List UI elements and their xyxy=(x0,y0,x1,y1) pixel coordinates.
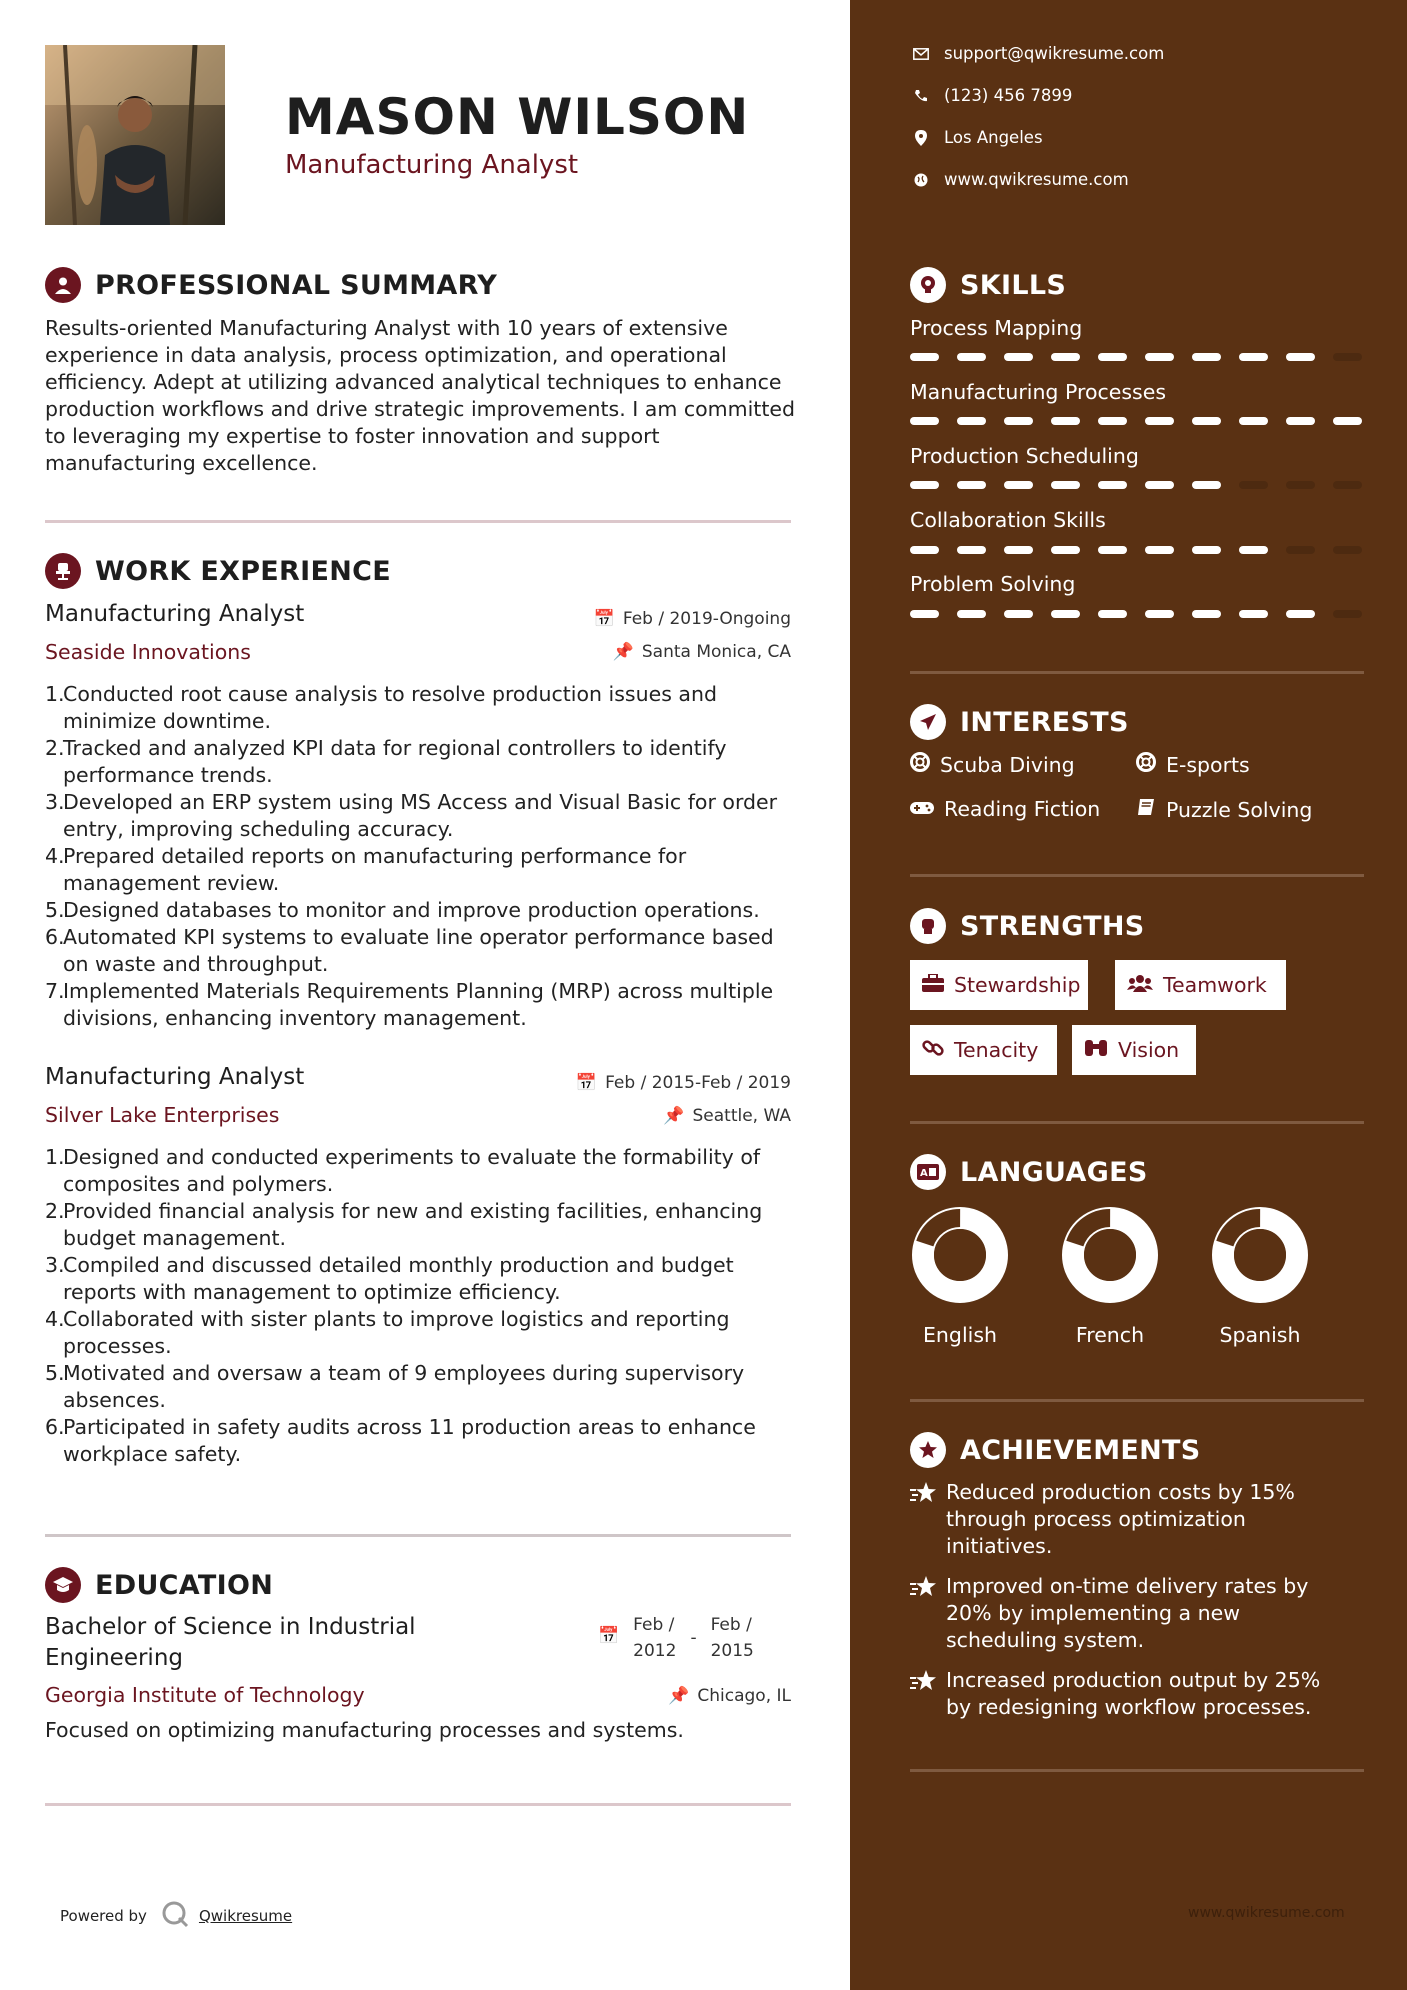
contact-location: Los Angeles xyxy=(910,128,1043,147)
languages-heading: LANGUAGES xyxy=(960,1156,1148,1188)
star-icon xyxy=(910,1481,946,1560)
skill-dash xyxy=(1098,481,1127,489)
skill-name: Manufacturing Processes xyxy=(910,380,1167,404)
calendar-icon: 📅 xyxy=(593,609,615,629)
skill-bar xyxy=(910,546,1366,556)
strength-badge: Stewardship xyxy=(910,960,1088,1010)
strengths-heading: STRENGTHS xyxy=(960,910,1145,942)
divider xyxy=(910,1769,1364,1772)
calendar-icon: 📅 xyxy=(575,1073,598,1093)
link-icon xyxy=(922,1037,944,1064)
job-title: Manufacturing Analyst xyxy=(45,601,305,627)
languages-header xyxy=(910,1154,1148,1190)
skills-heading: SKILLS xyxy=(960,269,1067,301)
skill-dash xyxy=(1192,610,1221,618)
interest-item: Reading Fiction xyxy=(910,797,1100,821)
skill-dash xyxy=(1333,610,1362,618)
qwikresume-logo-icon xyxy=(161,1900,189,1932)
strength-badge: Tenacity xyxy=(910,1025,1057,1075)
skill-name: Collaboration Skills xyxy=(910,508,1106,532)
interest-item: E-sports xyxy=(1136,752,1250,777)
job-company: Silver Lake Enterprises xyxy=(45,1103,280,1127)
skill-dash xyxy=(1239,610,1268,618)
divider xyxy=(910,1399,1364,1402)
paper-plane-icon xyxy=(910,704,946,740)
skill-dash xyxy=(1145,481,1174,489)
star-badge-icon xyxy=(910,1432,946,1468)
skills-header xyxy=(910,267,1066,303)
profile-photo xyxy=(45,45,225,225)
list-item: 4. Collaborated with sister plants to improve logistics and reporting processes. xyxy=(45,1307,730,1358)
strength-badge: Vision xyxy=(1072,1025,1196,1075)
skill-dash xyxy=(1051,546,1080,554)
lifebuoy-icon xyxy=(910,752,930,777)
skill-dash xyxy=(1145,610,1174,618)
list-item: 3. Compiled and discussed detailed monthly production and budget reports with management to optimize efficiency. xyxy=(45,1253,734,1304)
language-item: Spanish xyxy=(1185,1205,1335,1347)
interest-item: Scuba Diving xyxy=(910,752,1075,777)
calendar-icon: 📅 xyxy=(598,1626,620,1646)
skill-dash xyxy=(1004,546,1033,554)
summary-text: Results-oriented Manufacturing Analyst with 10 years of extensive experience in data analysis, process optimization, and operational efficiency. Adept at utilizing advanced analytical techniques to enhance production workflows and drive strategic improvements. I am committed to leveraging my expertise to foster innovation and support manufacturing excellence. xyxy=(45,316,795,475)
skill-dash xyxy=(1098,610,1127,618)
skill-dash xyxy=(1192,353,1221,361)
list-item: 2. Tracked and analyzed KPI data for regional controllers to identify performance trends. xyxy=(45,736,727,787)
contact-phone: (123) 456 7899 xyxy=(910,86,1072,105)
skill-dash xyxy=(1098,417,1127,425)
skill-bar xyxy=(910,610,1366,620)
gamepad-icon xyxy=(910,797,934,821)
star-icon xyxy=(910,1575,946,1654)
skill-dash xyxy=(1286,417,1315,425)
skill-dash xyxy=(910,610,939,618)
skill-dash xyxy=(1098,353,1127,361)
achievement-item: Reduced production costs by 15% through process optimization initiatives. xyxy=(910,1479,1350,1560)
skill-dash xyxy=(1004,481,1033,489)
experience-heading: WORK EXPERIENCE xyxy=(95,555,391,587)
skill-dash xyxy=(910,481,939,489)
list-item: 2. Provided financial analysis for new and existing facilities, enhancing budget management. xyxy=(45,1199,763,1250)
achievements-header xyxy=(910,1432,1201,1468)
divider xyxy=(910,874,1364,877)
divider xyxy=(910,671,1364,674)
skill-dash xyxy=(1051,417,1080,425)
education-header xyxy=(45,1567,273,1603)
skill-dash xyxy=(1192,417,1221,425)
envelope-icon xyxy=(910,48,932,60)
skill-dash xyxy=(1145,353,1174,361)
education-dates: 📅 Feb / 2012 - Feb / 2015 xyxy=(598,1612,754,1664)
list-item: 1. Designed and conducted experiments to evaluate the formability of composites and polymers. xyxy=(45,1145,761,1196)
pin-icon: 📌 xyxy=(668,1686,690,1706)
svg-text:A: A xyxy=(920,1168,928,1179)
list-item: 6. Automated KPI systems to evaluate line operator performance based on waste and throughput. xyxy=(45,925,774,976)
skill-dash xyxy=(1004,610,1033,618)
skill-dash xyxy=(1239,481,1268,489)
interests-header xyxy=(910,704,1129,740)
strengths-header xyxy=(910,908,1145,944)
contact-website: www.qwikresume.com xyxy=(910,170,1129,189)
skill-dash xyxy=(910,546,939,554)
skill-dash xyxy=(957,353,986,361)
job-company: Seaside Innovations xyxy=(45,640,251,664)
phone-icon xyxy=(910,89,932,103)
divider xyxy=(45,1803,791,1806)
education-heading: EDUCATION xyxy=(95,1569,274,1601)
job-bullets xyxy=(45,1144,795,1468)
job-bullets xyxy=(45,681,795,1032)
divider xyxy=(45,520,791,523)
interest-item: Puzzle Solving xyxy=(1136,797,1312,822)
watermark: www.qwikresume.com xyxy=(1188,1905,1345,1921)
achievement-item: Increased production output by 25% by redesigning workflow processes. xyxy=(910,1667,1350,1721)
skill-dash xyxy=(910,353,939,361)
list-item: 5. Motivated and oversaw a team of 9 employees during supervisory absences. xyxy=(45,1361,745,1412)
pin-icon: 📌 xyxy=(663,1106,685,1126)
users-icon xyxy=(1127,973,1153,997)
list-item: 7. Implemented Materials Requirements Planning (MRP) across multiple divisions, enhancing inventory management. xyxy=(45,979,774,1030)
education-school: Georgia Institute of Technology xyxy=(45,1683,365,1707)
list-item: 4. Prepared detailed reports on manufacturing performance for management review. xyxy=(45,844,687,895)
skill-name: Production Scheduling xyxy=(910,444,1139,468)
graduation-icon xyxy=(45,1567,81,1603)
language-donut xyxy=(1210,1205,1310,1305)
donut-hole xyxy=(1234,1229,1286,1281)
strength-badge: Teamwork xyxy=(1115,960,1286,1010)
donut-hole xyxy=(934,1229,986,1281)
skill-dash xyxy=(1333,417,1362,425)
language-donut xyxy=(1060,1205,1160,1305)
qwikresume-link[interactable]: Qwikresume xyxy=(198,1907,293,1925)
language-icon xyxy=(910,1154,946,1190)
star-icon xyxy=(910,1669,946,1721)
language-donut xyxy=(910,1205,1010,1305)
map-marker-icon xyxy=(910,130,932,146)
list-item: 1. Conducted root cause analysis to resolve production issues and minimize downtime. xyxy=(45,682,717,733)
user-icon xyxy=(45,267,81,303)
skill-name: Problem Solving xyxy=(910,572,1076,596)
chair-icon xyxy=(45,553,81,589)
language-item: English xyxy=(885,1205,1035,1347)
education-description: Focused on optimizing manufacturing processes and systems. xyxy=(45,1718,684,1742)
summary-header xyxy=(45,267,497,303)
skill-dash xyxy=(1239,417,1268,425)
skill-dash xyxy=(1333,481,1362,489)
skill-dash xyxy=(1239,353,1268,361)
skill-dash xyxy=(1286,353,1315,361)
pin-icon: 📌 xyxy=(612,642,634,662)
interests-heading: INTERESTS xyxy=(960,706,1129,738)
fist-icon xyxy=(910,908,946,944)
skill-dash xyxy=(1333,353,1362,361)
list-item: 5. Designed databases to monitor and improve production operations. xyxy=(45,898,760,922)
skill-dash xyxy=(1051,353,1080,361)
skill-dash xyxy=(1145,417,1174,425)
candidate-name: MASON WILSON xyxy=(285,88,750,146)
divider xyxy=(45,1534,791,1537)
sidebar xyxy=(850,0,1407,1990)
achievements-heading: ACHIEVEMENTS xyxy=(960,1434,1201,1466)
summary-heading: PROFESSIONAL SUMMARY xyxy=(95,269,498,301)
globe-icon xyxy=(910,173,932,187)
achievement-item: Improved on-time delivery rates by 20% by implementing a new scheduling system. xyxy=(910,1573,1350,1654)
skill-dash xyxy=(1192,481,1221,489)
contact-email: support@qwikresume.com xyxy=(910,44,1164,63)
skill-dash xyxy=(957,610,986,618)
skill-dash xyxy=(1051,481,1080,489)
skill-dash xyxy=(1004,417,1033,425)
briefcase-icon xyxy=(922,973,944,997)
lifebuoy-icon xyxy=(1136,752,1156,777)
education-location: 📌 Chicago, IL xyxy=(668,1686,791,1706)
skill-dash xyxy=(1286,610,1315,618)
donut-hole xyxy=(1084,1229,1136,1281)
skill-dash xyxy=(1051,610,1080,618)
skill-bar xyxy=(910,353,1366,363)
skill-dash xyxy=(957,481,986,489)
job-dates: 📅 Feb / 2019-Ongoing xyxy=(593,609,791,629)
skill-dash xyxy=(1004,353,1033,361)
lightbulb-icon xyxy=(910,267,946,303)
skill-dash xyxy=(1239,546,1268,554)
powered-by: Powered by Qwikresume xyxy=(60,1900,292,1932)
divider xyxy=(910,1121,1364,1124)
skill-bar xyxy=(910,481,1366,491)
job-title: Manufacturing Analyst xyxy=(45,1064,305,1090)
education-degree: Bachelor of Science in Industrial Engineering xyxy=(45,1614,416,1671)
list-item: 6. Participated in safety audits across 11 production areas to enhance workplace safety. xyxy=(45,1415,756,1466)
skill-dash xyxy=(1333,546,1362,554)
skill-dash xyxy=(957,546,986,554)
list-item: 3. Developed an ERP system using MS Access and Visual Basic for order entry, improving scheduling accuracy. xyxy=(45,790,778,841)
skill-dash xyxy=(1145,546,1174,554)
skill-dash xyxy=(1098,546,1127,554)
skill-name: Process Mapping xyxy=(910,316,1083,340)
job-location: 📌 Santa Monica, CA xyxy=(612,642,791,662)
candidate-title: Manufacturing Analyst xyxy=(285,150,579,180)
experience-header xyxy=(45,553,391,589)
skill-dash xyxy=(1192,546,1221,554)
job-location: 📌 Seattle, WA xyxy=(663,1106,791,1126)
skill-dash xyxy=(910,417,939,425)
book-icon xyxy=(1136,797,1156,822)
job-dates: 📅 Feb / 2015-Feb / 2019 xyxy=(575,1073,791,1093)
skill-dash xyxy=(1286,481,1315,489)
binoculars-icon xyxy=(1084,1038,1108,1063)
language-item: French xyxy=(1035,1205,1185,1347)
skill-dash xyxy=(1286,546,1315,554)
skill-bar xyxy=(910,417,1366,427)
skill-dash xyxy=(957,417,986,425)
